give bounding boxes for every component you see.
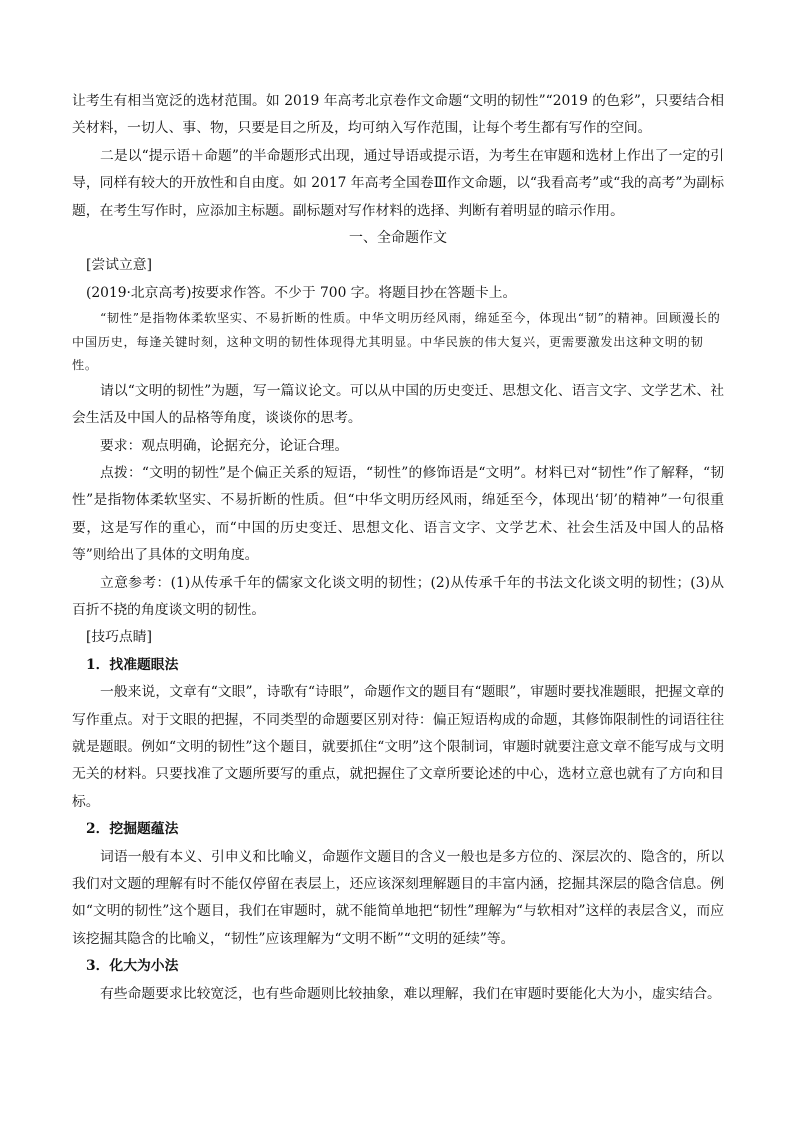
try-label: [尝试立意] bbox=[86, 257, 152, 274]
reference-paragraph: 立意参考：(1)从传承千年的儒家文化谈文明的韧性；(2)从传承千年的书法文化谈文明的韧性；(3)从百折不挠的角度谈文明的韧性。 bbox=[72, 574, 724, 618]
method3-title: 3．化大为小法 bbox=[86, 958, 179, 975]
skills-label: [技巧点睛] bbox=[86, 629, 152, 646]
prompt-quote: “韧性”是指物体柔软坚实、不易折断的性质。中华文明历经风雨，绵延至今，体现出“韧”的精神。回顾漫长的中国历史，每逢关键时刻，这种文明的韧性体现得尤其明显。中华民族的伟大复兴，更需要激发出这种文明的韧性。 bbox=[72, 311, 721, 373]
tip-paragraph: 点拨：“文明的韧性”是个偏正关系的短语，“韧性”的修饰语是“文明”。材料已对“韧性”作了解释，“韧性”是指物体柔软坚实、不易折断的性质。但“中华文明历经风雨，绵延至今，体现出‘韧’的精神”一句很重要，这是写作的重心，而“中国的历史变迁、思想文化、语言文字、文学艺术、社会生活及中国人的品格等”则给出了具体的文明角度。 bbox=[72, 464, 724, 564]
requirements: 要求：观点明确，论据充分，论证合理。 bbox=[100, 437, 349, 454]
method3-text: 有些命题要求比较宽泛，也有些命题则比较抽象，难以理解，我们在审题时要能化大为小，虚实结合。 bbox=[100, 985, 721, 1002]
prompt-task: 请以“文明的韧性”为题，写一篇议论文。可以从中国的历史变迁、思想文化、语言文字、文学艺术、社会生活及中国人的品格等角度，谈谈你的思考。 bbox=[72, 382, 724, 427]
paragraph-second-form: 二是以“提示语＋命题”的半命题形式出现，通过导语或提示语，为考生在审题和选材上作出了一定的引导，同样有较大的开放性和自由度。如 2017 年高考全国卷Ⅲ作文命题，以“我看高考”或“我的高考”为副标题，在考生写作时，应添加主标题。副标题对写作材料的选择、判断有着明显的暗示作用。 bbox=[72, 147, 724, 219]
paragraph-intro-continuation: 让考生有相当宽泛的选材范围。如 2019 年高考北京卷作文命题“文明的韧性”“2019 的色彩”，只要结合相关材料，一切人、事、物，只要是目之所及，均可纳入写作范围，让每个考生都有写作的空间。 bbox=[72, 93, 724, 137]
document-page bbox=[72, 88, 724, 1008]
method2-title: 2．挖掘题蕴法 bbox=[86, 821, 179, 838]
prompt-intro: (2019·北京高考)按要求作答。不少于 700 字。将题目抄在答题卡上。 bbox=[86, 284, 517, 301]
method1-text: 一般来说，文章有“文眼”，诗歌有“诗眼”，命题作文的题目有“题眼”，审题时要找准题眼，把握文章的写作重点。对于文眼的把握，不同类型的命题要区别对待：偏正短语构成的命题，其修饰限制性的词语往往就是题眼。例如“文明的韧性”这个题目，就要抓住“文明”这个限制词，审题时就要注意文章不能写成与文明无关的材料。只要找准了文题所要写的重点，就把握住了文章所要论述的中心，选材立意也就有了方向和目标。 bbox=[72, 684, 724, 810]
method1-title: 1．找准题眼法 bbox=[86, 656, 179, 673]
section-title: 一、全命题作文 bbox=[349, 230, 447, 247]
method2-text: 词语一般有本义、引申义和比喻义，命题作文题目的含义一般也是多方位的、深层次的、隐含的，所以我们对文题的理解有时不能仅停留在表层上，还应该深刻理解题目的丰富内涵，挖掘其深层的隐含信息。例如“文明的韧性”这个题目，我们在审题时，就不能简单地把“韧性”理解为“与软相对”这样的表层含义，而应该挖掘其隐含的比喻义，“韧性”应该理解为“文明不断”“文明的延续”等。 bbox=[72, 848, 724, 947]
